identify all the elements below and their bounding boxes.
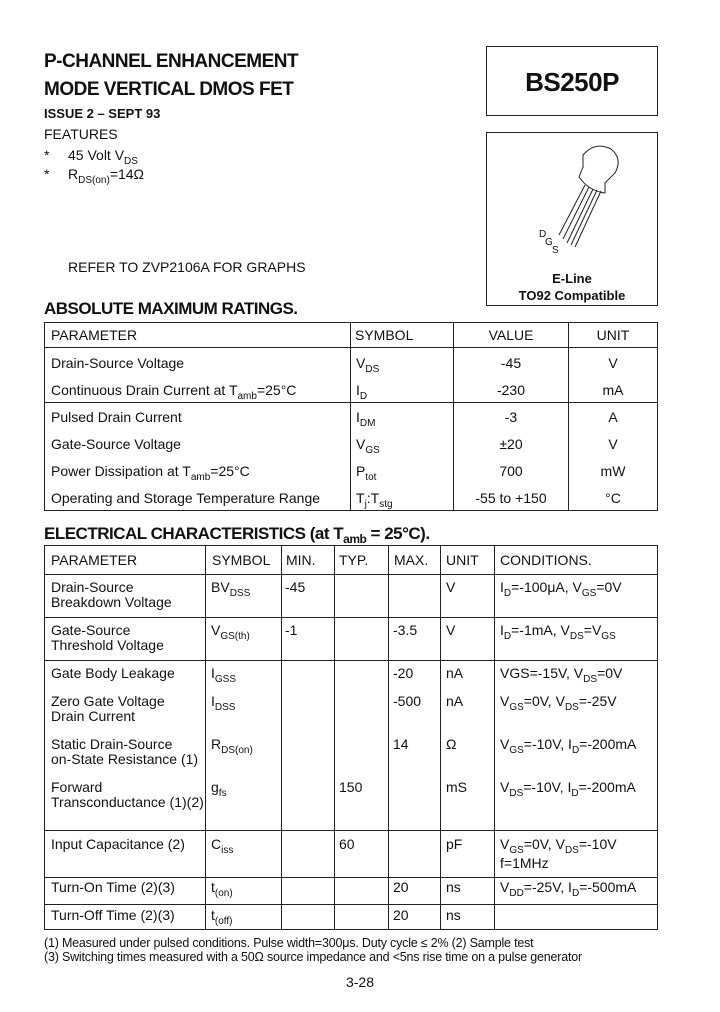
condition-sub: D xyxy=(571,745,580,756)
symbol-text: R xyxy=(211,736,222,752)
package-box xyxy=(486,132,658,306)
abs-max-param xyxy=(51,382,296,402)
elec-symbol xyxy=(211,780,227,801)
elec-conditions xyxy=(500,580,622,601)
condition-sub: GS xyxy=(509,702,524,713)
param-sub: amb xyxy=(237,391,257,402)
conditions-line1 xyxy=(500,737,636,758)
condition-text: =-1mA, V xyxy=(511,622,570,638)
abs-max-param xyxy=(51,409,182,429)
param-after: =25°C xyxy=(256,382,297,398)
conditions-line1 xyxy=(500,694,617,715)
elec-unit: Ω xyxy=(446,736,457,752)
condition-sub: DD xyxy=(509,888,524,899)
feature-bullet: * xyxy=(44,147,50,163)
symbol-sub: tot xyxy=(365,472,377,483)
elec-col-header: UNIT xyxy=(446,552,479,568)
elec-symbol xyxy=(211,880,233,901)
symbol-sub: (on) xyxy=(214,888,233,899)
elec-col-header: MAX. xyxy=(394,552,429,568)
elec-param xyxy=(51,737,198,767)
abs-max-symbol xyxy=(356,355,379,375)
pin-g-label: G xyxy=(545,237,553,248)
param-line1: Drain-Source xyxy=(51,579,134,595)
symbol-sub: DSS xyxy=(214,702,236,713)
condition-text: VGS=-15V, V xyxy=(500,665,584,681)
feature-sub: DS xyxy=(124,156,138,167)
abs-max-unit: V xyxy=(608,436,618,452)
symbol-text: t xyxy=(211,879,215,895)
elec-min: -1 xyxy=(285,622,298,638)
elec-param xyxy=(51,694,165,724)
param-line1: Turn-On Time (2)(3) xyxy=(51,879,175,895)
elec-symbol xyxy=(211,623,250,644)
abs-max-symbol xyxy=(356,490,393,510)
symbol-mid: :T xyxy=(366,490,380,506)
feature-text: R xyxy=(68,166,79,182)
symbol-text: T xyxy=(356,490,365,506)
param-text: Operating and Storage Temperature Range xyxy=(51,490,321,506)
footnote-2: (3) Switching times measured with a 50Ω source impedance and <5ns rise time on a pulse generator xyxy=(44,950,583,964)
elec-param xyxy=(51,880,175,895)
feature-item xyxy=(68,147,138,167)
elec-conditions xyxy=(500,694,617,715)
condition-text: =-10V xyxy=(578,836,617,852)
elec-title-post: = 25°C). xyxy=(366,524,430,543)
condition-sub: D xyxy=(503,631,512,642)
condition-sub: DS xyxy=(583,674,598,685)
conditions-line1 xyxy=(500,780,636,801)
symbol-text: V xyxy=(356,355,366,371)
condition-sub: GS xyxy=(509,745,524,756)
condition-text: =V xyxy=(583,622,602,638)
condition-text: =-500mA xyxy=(579,879,637,895)
condition-text: V xyxy=(500,879,510,895)
abs-max-table xyxy=(44,322,658,511)
condition-text: V xyxy=(500,693,510,709)
elec-typ: 60 xyxy=(339,836,355,852)
abs-max-param xyxy=(51,490,320,510)
elec-conditions xyxy=(500,666,622,687)
condition-text: =-25V xyxy=(578,693,617,709)
elec-symbol xyxy=(211,837,233,858)
part-number: BS250P xyxy=(525,67,619,97)
conditions-line2: f=1MHz xyxy=(500,855,549,871)
elec-max: 20 xyxy=(393,907,409,923)
package-name: E-Line xyxy=(552,271,592,286)
param-line2: Transconductance (1)(2) xyxy=(51,794,204,810)
param-text: Pulsed Drain Current xyxy=(51,409,182,425)
title-line1: P-CHANNEL ENHANCEMENT xyxy=(44,51,299,72)
conditions-line1 xyxy=(500,580,622,601)
elec-title-pre: ELECTRICAL CHARACTERISTICS (at T xyxy=(44,524,344,543)
condition-text: =-25V, I xyxy=(523,879,572,895)
symbol-text: t xyxy=(211,907,215,923)
feature-sub: DS(on) xyxy=(78,175,110,186)
symbol-text: I xyxy=(356,409,360,425)
abs-max-unit: °C xyxy=(605,490,621,506)
elec-title-sub: amb xyxy=(343,532,367,546)
elec-table xyxy=(44,545,658,930)
elec-unit: V xyxy=(446,622,456,638)
feature-text: 45 Volt V xyxy=(68,147,125,163)
abs-max-title: ABSOLUTE MAXIMUM RATINGS. xyxy=(44,299,298,318)
symbol-text: g xyxy=(211,779,219,795)
abs-max-col-header: SYMBOL xyxy=(355,327,414,343)
param-line1: Input Capacitance (2) xyxy=(51,836,185,852)
elec-param xyxy=(51,780,204,810)
feature-bullet: * xyxy=(44,166,50,182)
elec-unit: ns xyxy=(446,879,461,895)
param-line1: Zero Gate Voltage xyxy=(51,693,165,709)
footnote-1: (1) Measured under pulsed conditions. Pulse width=300μs. Duty cycle ≤ 2% (2) Sample test xyxy=(44,936,534,950)
symbol-sub2: stg xyxy=(379,499,393,510)
condition-sub: DS xyxy=(509,788,524,799)
param-text: Drain-Source Voltage xyxy=(51,355,185,371)
abs-max-value: -230 xyxy=(496,382,526,398)
elec-symbol xyxy=(211,737,253,758)
elec-symbol xyxy=(211,694,235,715)
symbol-sub: fs xyxy=(218,788,227,799)
elec-max: 14 xyxy=(393,736,409,752)
condition-sub: GS xyxy=(581,588,597,599)
elec-conditions xyxy=(500,880,636,901)
elec-unit: pF xyxy=(446,836,463,852)
abs-max-col-header: PARAMETER xyxy=(51,327,138,343)
elec-col-header: PARAMETER xyxy=(51,552,138,568)
symbol-sub: DM xyxy=(359,418,376,429)
abs-max-unit: mW xyxy=(600,463,626,479)
abs-max-value: -45 xyxy=(500,355,522,371)
package-compat: TO92 Compatible xyxy=(518,288,626,303)
symbol-text: P xyxy=(356,463,366,479)
symbol-text: C xyxy=(211,836,222,852)
abs-max-param xyxy=(51,463,250,483)
abs-max-value: -55 to +150 xyxy=(475,490,547,506)
abs-max-symbol xyxy=(356,436,380,456)
elec-max: -500 xyxy=(393,693,422,709)
condition-text: =0V, V xyxy=(523,693,565,709)
elec-unit: V xyxy=(446,579,456,595)
condition-text: =-10V, I xyxy=(523,779,572,795)
condition-sub: GS xyxy=(601,631,616,642)
condition-text: =-100μA, V xyxy=(511,579,582,595)
elec-unit: nA xyxy=(446,693,464,709)
elec-typ: 150 xyxy=(339,779,363,795)
feature-after: =14Ω xyxy=(109,166,145,182)
abs-max-symbol xyxy=(356,382,367,402)
symbol-text: I xyxy=(211,665,215,681)
param-line1: Turn-Off Time (2)(3) xyxy=(51,907,175,923)
elec-col-header: MIN. xyxy=(286,552,316,568)
elec-conditions xyxy=(500,623,616,644)
conditions-line1 xyxy=(500,623,616,644)
pin-s-label: S xyxy=(552,245,559,256)
elec-symbol xyxy=(211,580,250,601)
symbol-sub: GSS xyxy=(214,674,237,685)
elec-max: 20 xyxy=(393,879,409,895)
param-line1: Gate-Source xyxy=(51,622,131,638)
elec-unit: ns xyxy=(446,907,461,923)
condition-sub: DS xyxy=(569,631,584,642)
elec-col-header: SYMBOL xyxy=(212,552,271,568)
abs-max-unit: V xyxy=(608,355,618,371)
condition-sub: D xyxy=(571,788,579,799)
condition-sub: D xyxy=(571,888,580,899)
condition-text: =-200mA xyxy=(578,779,636,795)
elec-unit: mS xyxy=(446,779,467,795)
pin-d-label: D xyxy=(539,229,547,240)
abs-max-value: -3 xyxy=(504,409,518,425)
condition-text: I xyxy=(500,579,504,595)
page-number: 3-28 xyxy=(345,974,375,990)
symbol-sub: DS(on) xyxy=(221,745,253,756)
condition-sub: GS xyxy=(509,845,524,856)
param-line2: Breakdown Voltage xyxy=(51,594,172,610)
symbol-sub: iss xyxy=(221,845,234,856)
abs-max-value: ±20 xyxy=(499,436,523,452)
elec-max: -20 xyxy=(393,665,414,681)
conditions-line1 xyxy=(500,880,636,901)
symbol-sub: GS xyxy=(365,445,380,456)
elec-param xyxy=(51,623,164,653)
elec-unit: nA xyxy=(446,665,464,681)
condition-text: =-200mA xyxy=(579,736,637,752)
abs-max-param xyxy=(51,355,184,375)
conditions-line1 xyxy=(500,666,622,687)
elec-param xyxy=(51,908,175,923)
abs-max-col-header: UNIT xyxy=(596,327,630,343)
symbol-text: I xyxy=(356,382,360,398)
symbol-text: V xyxy=(211,622,221,638)
condition-text: =0V xyxy=(596,579,622,595)
condition-sub: D xyxy=(503,588,512,599)
abs-max-value: 700 xyxy=(499,463,523,479)
condition-text: =0V xyxy=(597,665,623,681)
symbol-sub: DS xyxy=(365,364,380,375)
condition-text: I xyxy=(500,622,504,638)
elec-max: -3.5 xyxy=(393,622,418,638)
issue-label: ISSUE 2 – SEPT 93 xyxy=(44,106,161,121)
param-text: Power Dissipation at T xyxy=(51,463,191,479)
refer-note: REFER TO ZVP2106A FOR GRAPHS xyxy=(68,259,306,275)
elec-symbol xyxy=(211,908,233,929)
elec-conditions xyxy=(500,837,617,871)
abs-max-unit: A xyxy=(608,409,618,425)
symbol-sub: (off) xyxy=(214,916,233,927)
param-line2: Drain Current xyxy=(51,708,136,724)
symbol-sub: GS(th) xyxy=(220,631,250,642)
title-line2: MODE VERTICAL DMOS FET xyxy=(44,79,294,100)
abs-max-col-header: VALUE xyxy=(488,327,534,343)
symbol-text: I xyxy=(211,693,215,709)
elec-conditions xyxy=(500,780,636,801)
elec-min: -45 xyxy=(285,579,306,595)
elec-symbol xyxy=(211,666,236,687)
elec-param xyxy=(51,580,172,610)
condition-text: =0V, V xyxy=(523,836,565,852)
param-line1: Static Drain-Source xyxy=(51,736,173,752)
abs-max-param xyxy=(51,436,181,456)
elec-col-header: CONDITIONS. xyxy=(500,552,592,568)
to92-package-illustration xyxy=(487,133,657,263)
param-text: Continuous Drain Current at T xyxy=(51,382,238,398)
param-after: =25°C xyxy=(210,463,250,479)
abs-max-symbol xyxy=(356,409,375,429)
elec-param xyxy=(51,666,175,681)
footnotes xyxy=(44,936,582,964)
abs-max-symbol xyxy=(356,463,376,483)
symbol-text: BV xyxy=(211,579,230,595)
condition-text: V xyxy=(500,779,510,795)
param-text: Gate-Source Voltage xyxy=(51,436,181,452)
elec-title xyxy=(44,524,430,546)
param-line2: on-State Resistance (1) xyxy=(51,751,199,767)
symbol-sub: DSS xyxy=(229,588,251,599)
condition-sub: DS xyxy=(564,845,579,856)
condition-text: V xyxy=(500,836,510,852)
condition-text: V xyxy=(500,736,510,752)
param-sub: amb xyxy=(190,472,211,483)
symbol-sub: D xyxy=(359,391,368,402)
elec-conditions xyxy=(500,737,636,758)
param-line2: Threshold Voltage xyxy=(51,637,164,653)
features-heading: FEATURES xyxy=(44,126,118,142)
param-line1: Forward xyxy=(51,779,103,795)
symbol-text: V xyxy=(356,436,366,452)
elec-param xyxy=(51,837,185,852)
symbol-sub: j xyxy=(364,499,367,510)
condition-text: =-10V, I xyxy=(523,736,572,752)
abs-max-unit: mA xyxy=(602,382,624,398)
feature-item xyxy=(68,166,144,186)
elec-col-header: TYP. xyxy=(339,552,369,568)
condition-sub: DS xyxy=(564,702,579,713)
part-number-box xyxy=(486,46,658,116)
param-line1: Gate Body Leakage xyxy=(51,665,175,681)
